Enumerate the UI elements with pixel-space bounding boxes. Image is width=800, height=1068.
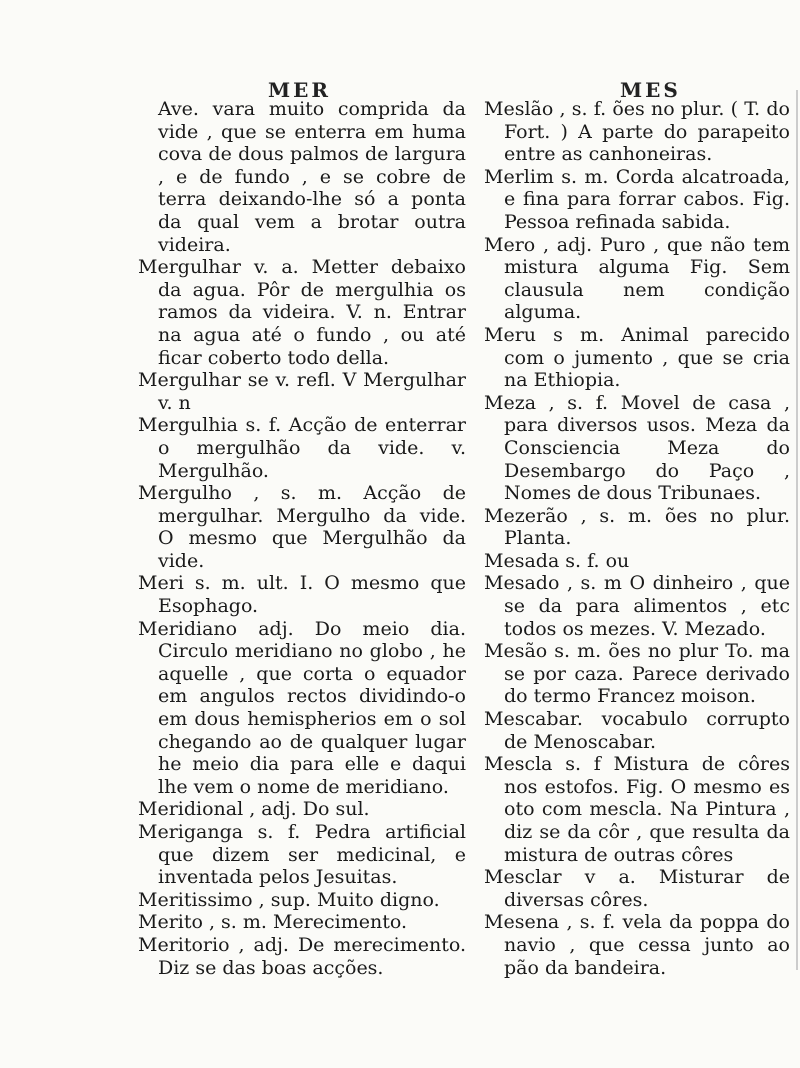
dictionary-entry: Mesado , s. m O dinheiro , que se da para alimentos , etc todos os mezes. V. Mezado. — [484, 572, 790, 640]
dictionary-entry: Mezerão , s. m. ões no plur. Planta. — [484, 504, 790, 550]
dictionary-entry: Meridional , adj. Do sul. — [138, 798, 370, 821]
dictionary-entry: Mero , adj. Puro , que não tem mistura alguma Fig. Sem clausula nem condição alguma. — [484, 233, 790, 324]
dictionary-entry: Mesena , s. f. vela da poppa do navio , que cessa junto ao pão da bandeira. — [484, 911, 790, 979]
left-column — [138, 98, 466, 979]
dictionary-entry: Mesada s. f. ou — [484, 549, 630, 572]
dictionary-entry: Meri s. m. ult. I. O mesmo que Esophago. — [138, 572, 466, 618]
dictionary-entry: Merito , s. m. Merecimento. — [138, 911, 407, 934]
dictionary-entry: Meritorio , adj. De merecimento. Diz se das boas acções. — [138, 933, 466, 979]
dictionary-entry: Meritissimo , sup. Muito digno. — [138, 888, 440, 911]
dictionary-entry: Mesclar v a. Misturar de diversas côres. — [484, 866, 790, 911]
running-head-right: MES — [620, 78, 681, 102]
dictionary-entry: Mergulhia s. f. Acção de enterrar o mergulhão da vide. v. Mergulhão. — [138, 414, 466, 482]
dictionary-entry: Meru s m. Animal parecido com o jumento , que se cria na Ethiopia. — [484, 323, 790, 392]
right-column — [484, 98, 790, 979]
dictionary-entry: Mescla s. f Mistura de côres nos estofos. Fig. O mesmo es oto com mescla. Na Pintura , diz se da côr , que resulta da mistura de outras côres — [484, 753, 790, 866]
dictionary-entry: Merlim s. m. Corda alcatroada, e fina para forrar cabos. Fig. Pessoa refinada sabida. — [484, 165, 790, 233]
dictionary-entry: Mescabar. vocabulo corrupto de Menoscabar. — [484, 708, 790, 753]
dictionary-entry: Meridiano adj. Do meio dia. Circulo meridiano no globo , he aquelle , que corta o equador em angulos rectos dividindo-o em dous hemispherios em o sol chegando ao de qualquer lugar he meio dia para elle e daqui lhe vem o nome de meridiano. — [138, 617, 466, 798]
page-edge-shadow — [796, 90, 798, 970]
dictionary-entry: Meza , s. f. Movel de casa , para diversos usos. Meza da Consciencia Meza do Desembargo do Paço , Nomes de dous Tribunaes. — [484, 391, 790, 505]
dictionary-entry: Meslão , s. f. ões no plur. ( T. do Fort. ) A parte do parapeito entre as canhoneiras. — [484, 98, 790, 166]
dictionary-entry: Mergulho , s. m. Acção de mergulhar. Mergulho da vide. O mesmo que Mergulhão da vide. — [138, 482, 466, 572]
dictionary-entry: Mergulhar v. a. Metter debaixo da agua. Pôr de mergulhia os ramos da videira. V. n. Entrar na agua até o fundo , ou até ficar coberto todo della. — [138, 256, 466, 369]
dictionary-entry: Mesão s. m. ões no plur To. ma se por caza. Parece derivado do termo Francez moison. — [484, 640, 790, 708]
dictionary-entry: Mergulhar se v. refl. V Mergulhar v. n — [138, 369, 466, 414]
dictionary-entry: Meriganga s. f. Pedra artificial que dizem ser medicinal, e inventada pelos Jesuitas. — [138, 821, 466, 889]
running-head-left: MER — [268, 78, 332, 102]
dictionary-entry: Ave. vara muito comprida da vide , que se enterra em huma cova de dous palmos de largura , e de fundo , e se cobre de terra deixando-lhe só a ponta da qual vem a brotar outra videira. — [158, 98, 466, 256]
